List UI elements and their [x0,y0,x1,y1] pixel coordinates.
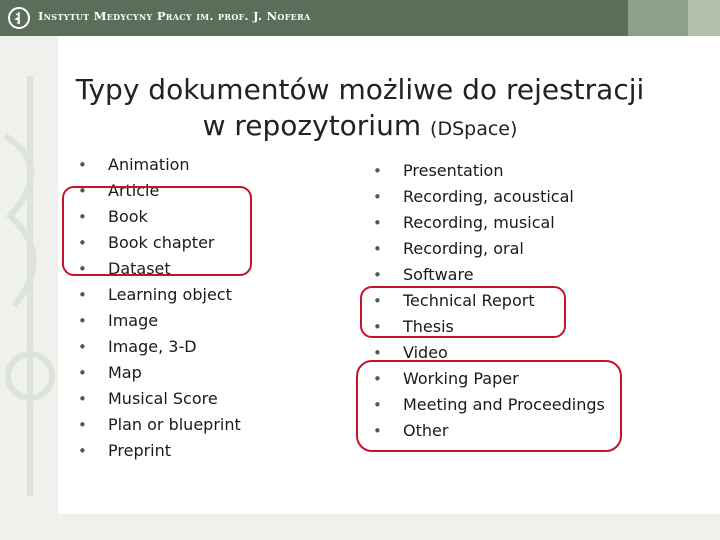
highlight-ring-technical-report-thesis [360,286,566,338]
list-item: • Musical Score [78,386,241,412]
list-item: • Other [373,418,605,444]
list-item: • Thesis [373,314,605,340]
list-item: • Book chapter [78,230,241,256]
list-item: • Dataset [78,256,241,282]
list-item: • Image, 3-D [78,334,241,360]
list-item: • Recording, acoustical [373,184,605,210]
list-item: • Plan or blueprint [78,412,241,438]
list-item: • Meeting and Proceedings [373,392,605,418]
list-item: • Technical Report [373,288,605,314]
nofer-institute-logo-icon [8,7,30,29]
header-accent-block [628,0,688,36]
list-item: • Working Paper [373,366,605,392]
list-item: • Map [78,360,241,386]
slide-title [0,72,720,147]
title-line-1: Typy dokumentów możliwe do rejestracji [75,73,645,106]
header-accent-block-light [688,0,720,36]
highlight-ring-article-dataset [62,186,252,276]
institution-name: Instytut Medycyny Pracy im. prof. J. Nofera [38,9,311,23]
list-item: • Article [78,178,241,204]
header-bar [0,0,720,36]
decorative-bottom-band [0,514,720,540]
list-item: • Recording, oral [373,236,605,262]
list-item: • Recording, musical [373,210,605,236]
list-item: • Image [78,308,241,334]
list-item: • Preprint [78,438,241,464]
list-item: • Presentation [373,158,605,184]
list-item: • Book [78,204,241,230]
list-item: • Video [373,340,605,366]
highlight-ring-working-paper-other [356,360,622,452]
title-suffix: (DSpace) [430,118,518,140]
list-item: • Animation [78,152,241,178]
title-line-2-main: w repozytorium [202,109,422,142]
list-item: • Software [373,262,605,288]
list-item: • Learning object [78,282,241,308]
decorative-divider [58,512,720,514]
title-line-2 [0,108,720,147]
